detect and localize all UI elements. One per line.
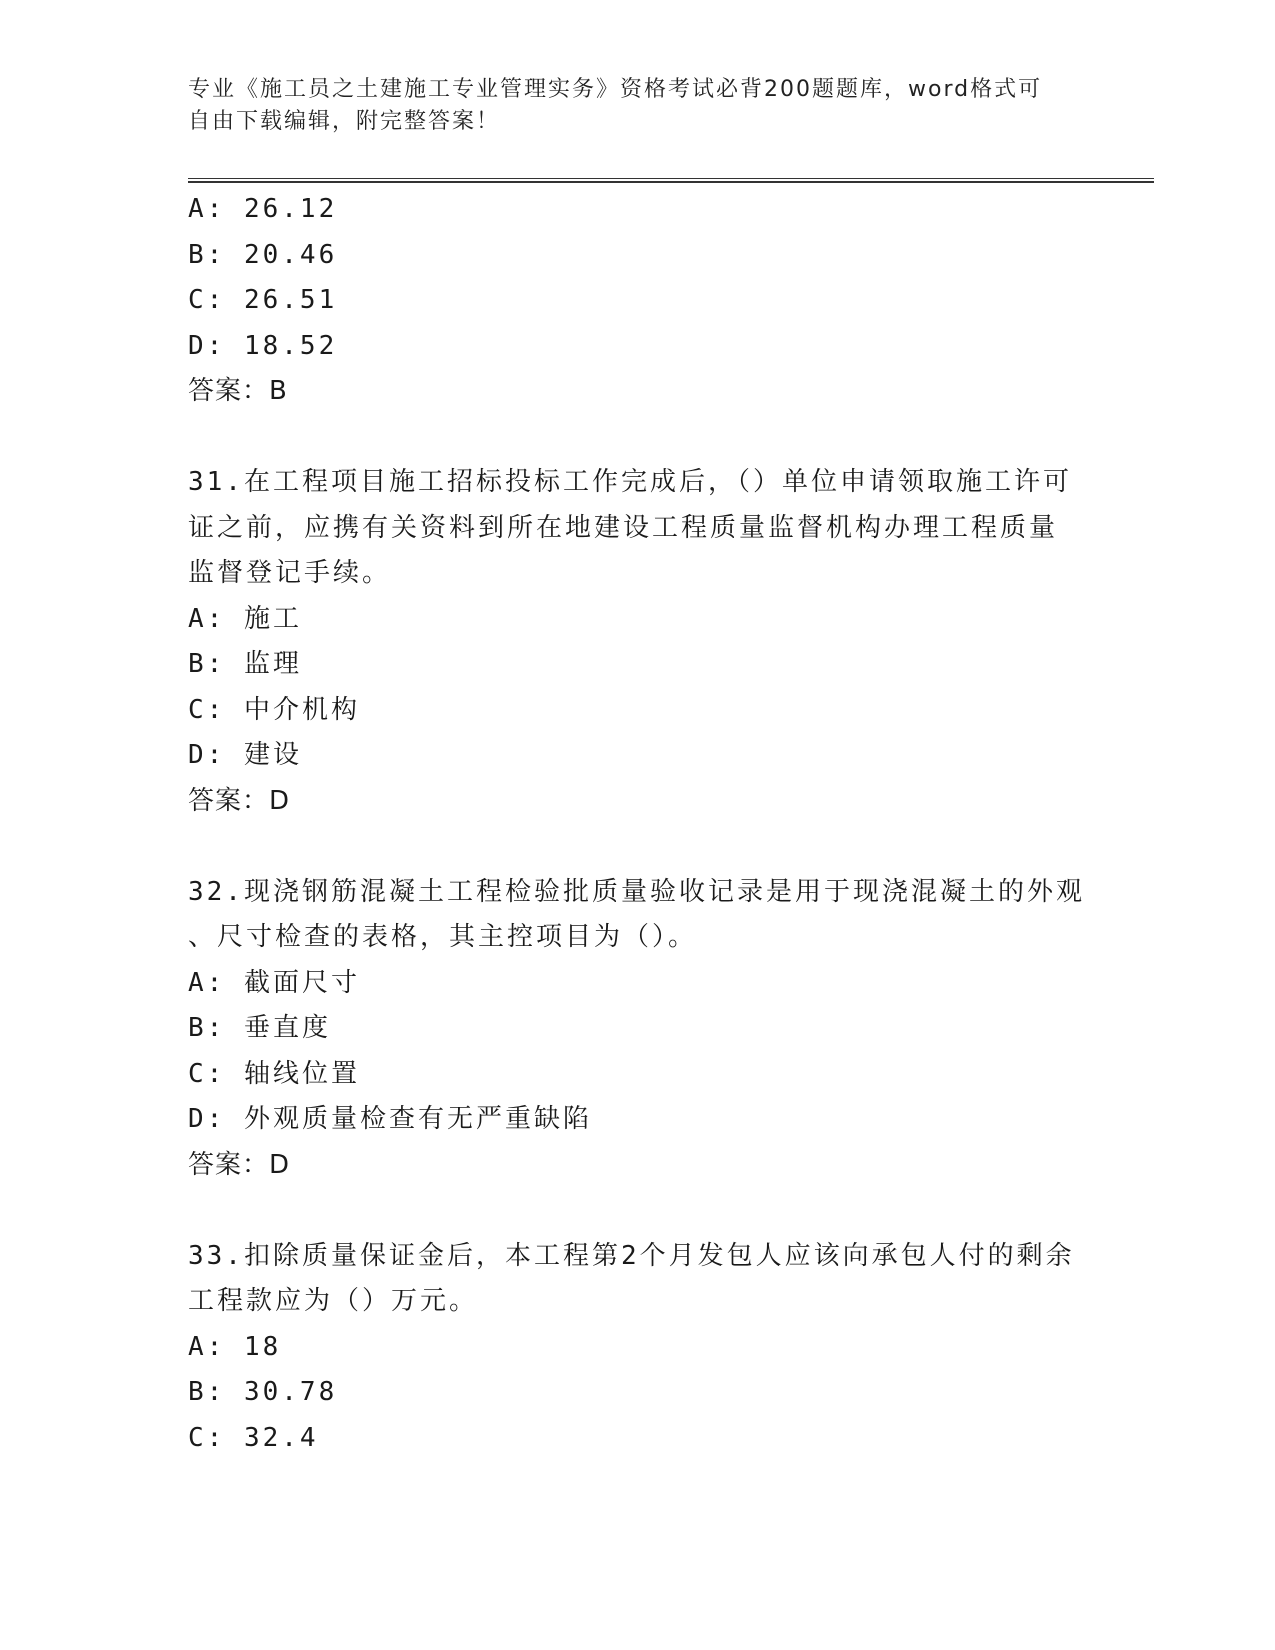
option-d: D: 外观质量检查有无严重缺陷 [188, 1104, 592, 1134]
option-b: B: 垂直度 [188, 1013, 331, 1043]
option-c: C: 26.51 [188, 285, 338, 315]
option-b: B: 30.78 [188, 1377, 338, 1407]
question-stem-line: 32.现浇钢筋混凝土工程检验批质量验收记录是用于现浇混凝土的外观 [188, 876, 1085, 907]
option-b: B: 监理 [188, 649, 302, 679]
option-d: D: 18.52 [188, 330, 338, 361]
question-stem-line: 监督登记手续。 [188, 558, 392, 588]
option-d: D: 建设 [188, 740, 302, 770]
option-a: A: 18 [188, 1331, 282, 1362]
option-c: C: 中介机构 [188, 694, 360, 725]
answer-line: 答案：B [188, 376, 288, 406]
question-30 [188, 187, 1088, 415]
option-a: A: 截面尺寸 [188, 967, 360, 998]
option-c: C: 轴线位置 [188, 1058, 360, 1089]
header-divider [188, 178, 1154, 183]
question-33 [188, 1234, 1088, 1462]
header-title-line-1: 专业《施工员之土建施工专业管理实务》资格考试必背200题题库，word格式可 [188, 77, 1043, 102]
page-header [188, 74, 1068, 138]
option-a: A: 施工 [188, 603, 302, 634]
option-b: B: 20.46 [188, 239, 338, 270]
question-stem-line: 工程款应为（）万元。 [188, 1286, 479, 1316]
answer-line: 答案：D [188, 785, 291, 816]
question-stem-line: 31.在工程项目施工招标投标工作完成后，（）单位申请领取施工许可 [188, 467, 1072, 497]
option-c: C: 32.4 [188, 1422, 319, 1453]
question-list [188, 187, 1088, 1461]
question-stem-line: 33.扣除质量保证金后，本工程第2个月发包人应该向承包人付的剩余 [188, 1240, 1075, 1271]
header-title-line-2: 自由下载编辑，附完整答案！ [188, 109, 501, 134]
question-stem-line: 、尺寸检查的表格，其主控项目为（）。 [188, 922, 698, 952]
question-31 [188, 460, 1088, 824]
option-a: A: 26.12 [188, 194, 338, 224]
question-32 [188, 870, 1088, 1189]
question-stem-line: 证之前，应携有关资料到所在地建设工程质量监督机构办理工程质量 [188, 512, 1059, 543]
answer-line: 答案：D [188, 1149, 291, 1180]
